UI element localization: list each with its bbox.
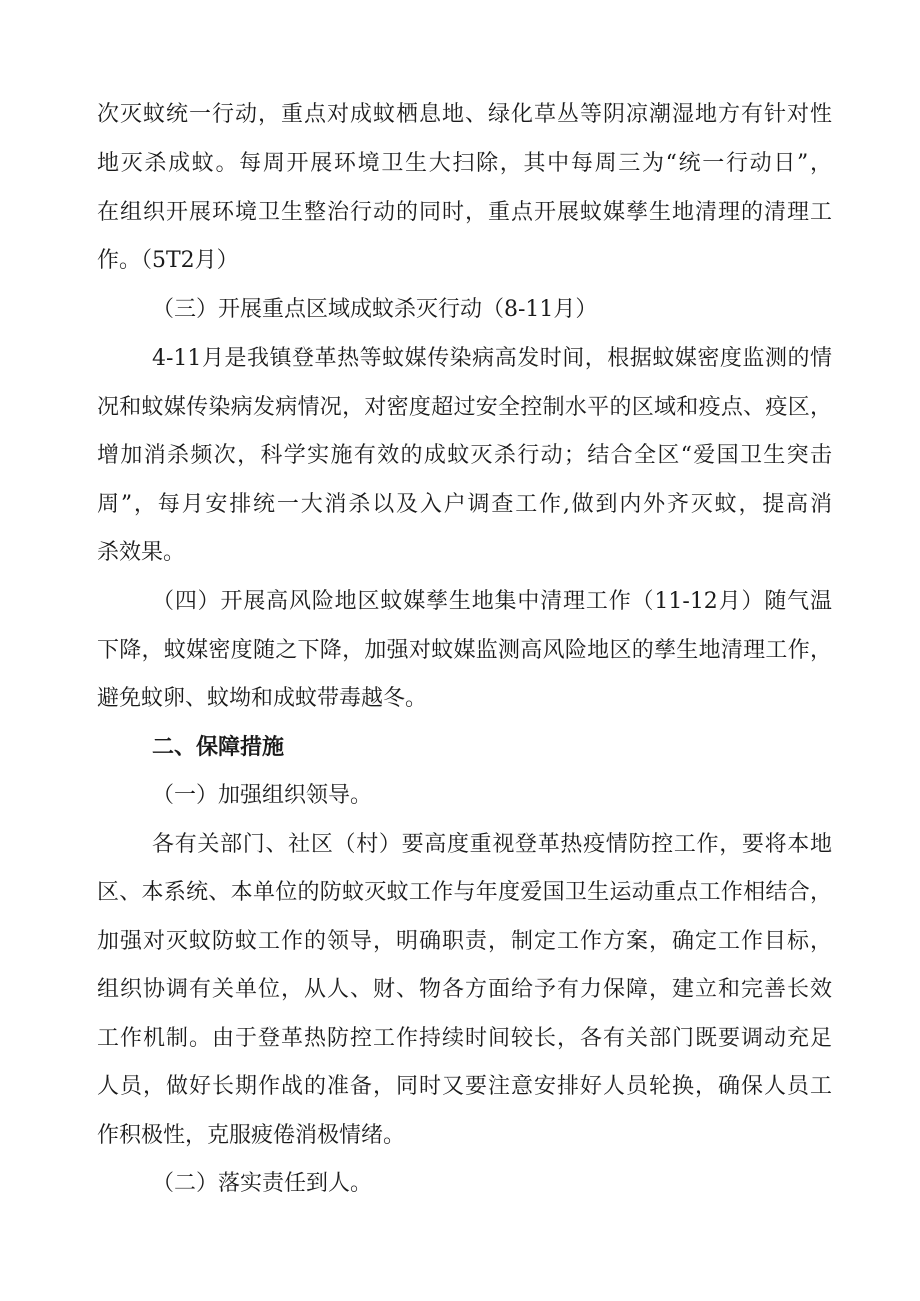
section-heading: 二、保障措施 <box>152 735 285 760</box>
body-text-line: 加强对灭蚊防蚊工作的领导，明确职责，制定工作方案，确定工作目标， <box>97 929 832 954</box>
section-subheading: （二）落实责任到人。 <box>152 1171 373 1196</box>
section-subheading: （三）开展重点区域成蚊杀灭行动（8-11月） <box>152 297 598 322</box>
body-text-line: 工作机制。由于登革热防控工作持续时间较长，各有关部门既要调动充足 <box>97 1026 832 1051</box>
body-text-line: 次灭蚊统一行动，重点对成蚊栖息地、绿化草丛等阴凉潮湿地方有针对性 <box>97 102 832 127</box>
body-text-line: 区、本系统、本单位的防蚊灭蚊工作与年度爱国卫生运动重点工作相结合， <box>97 880 832 905</box>
body-text-line: 作积极性，克服疲倦消极情绪。 <box>97 1123 406 1148</box>
body-text-line: 下降，蚊媒密度随之下降，加强对蚊媒监测高风险地区的孳生地清理工作， <box>97 638 832 663</box>
body-text-line: 作。（5T2月） <box>97 248 239 273</box>
body-text-line: 况和蚊媒传染病发病情况，对密度超过安全控制水平的区域和疫点、疫区， <box>97 395 832 420</box>
body-text-line: 各有关部门、社区（村）要高度重视登革热疫情防控工作，要将本地 <box>152 832 832 857</box>
body-text-line: 杀效果。 <box>97 540 186 565</box>
body-text-line: 地灭杀成蚊。每周开展环境卫生大扫除，其中每周三为“统一行动日”， <box>97 151 832 176</box>
body-text-line: 组织协调有关单位，从人、财、物各方面给予有力保障，建立和完善长效 <box>97 977 832 1002</box>
body-text-line: 4-11月是我镇登革热等蚊媒传染病高发时间，根据蚊媒密度监测的情 <box>152 346 832 371</box>
body-text-line: 避免蚊卵、蚊坳和成蚊带毒越冬。 <box>97 686 428 711</box>
section-subheading: （一）加强组织领导。 <box>152 783 373 808</box>
section-subheading: （四）开展高风险地区蚊媒孳生地集中清理工作（11-12月）随气温 <box>152 589 832 614</box>
body-text-line: 在组织开展环境卫生整治行动的同时，重点开展蚊媒孳生地清理的清理工 <box>97 200 832 225</box>
body-text-line: 周”，每月安排统一大消杀以及入户调查工作,做到内外齐灭蚊，提高消 <box>97 492 832 517</box>
body-text-line: 人员，做好长期作战的准备，同时又要注意安排好人员轮换，确保人员工 <box>97 1074 832 1099</box>
body-text-line: 增加消杀频次，科学实施有效的成蚊灭杀行动；结合全区“爱国卫生突击 <box>97 443 832 468</box>
